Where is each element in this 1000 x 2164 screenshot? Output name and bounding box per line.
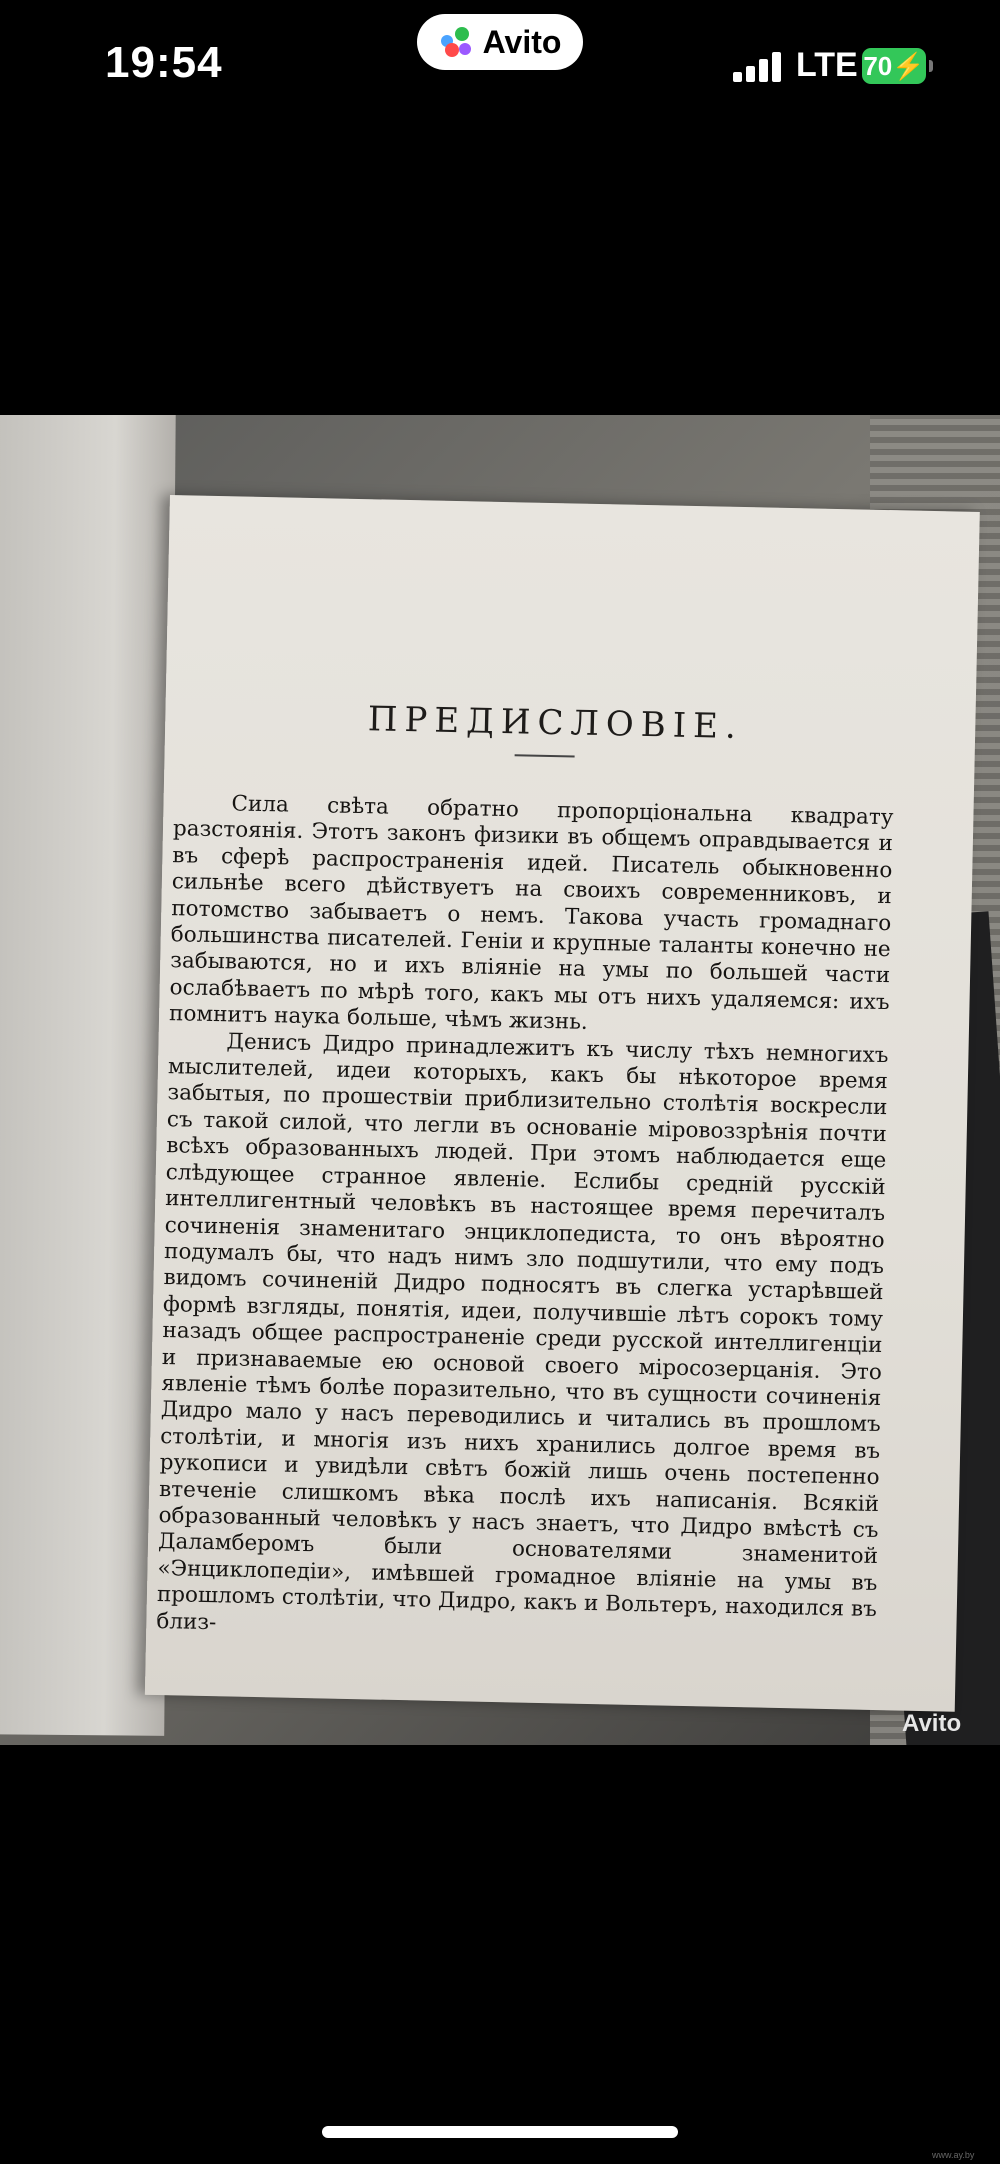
signal-icon [733, 50, 783, 82]
battery-level: 70 [863, 50, 893, 81]
page-body [156, 790, 894, 1650]
app-name: Avito [482, 23, 562, 60]
page-title: ПРЕДИСЛОВІЕ. [367, 699, 744, 748]
book-photo [0, 415, 1000, 1745]
avito-watermark: Avito [902, 1710, 962, 1737]
charging-bolt-icon: ⚡ [892, 50, 925, 81]
network-type: LTE [796, 46, 858, 84]
paragraph: Денисъ Дидро принадлежитъ къ числу тѣхъ немногихъ мыслителей, идеи которыхъ, какъ бы нѣкоторое время забытыя, по прошествіи приблизительно столѣтія воскресли съ такой силой, что легли въ основаніе міровоззрѣнія почти всѣхъ образованныхъ людей. При этомъ наблюдается еще слѣдующее странное явленіе. Еслибы средній русскій интеллигентный человѣкъ въ настоящее время перечиталъ сочиненія знаменитаго энциклопедиста, то онъ вѣроятно подумалъ бы, что надъ нимъ зло подшутили, что ему подъ видомъ сочиненій Дидро подносятъ въ слегка устарѣвшей формѣ взгляды, понятія, идеи, получившіе лѣтъ сорокъ тому назадъ общее распространеніе среди русской интеллигенціи и признаваемые ею основой своего міросозерцанія. Это явленіе тѣмъ болѣе поразительно, что въ сущности сочиненія Дидро мало у насъ переводились и читались въ прошломъ столѣтіи, и многія изъ нихъ хранились долгое время въ рукописи и увидѣли свѣтъ божій лишь очень постепенно втеченіе слишкомъ вѣка послѣ ихъ написанія. Всякій образованный человѣкъ у насъ знаетъ, что Дидро вмѣстѣ съ Даламберомъ были основателями знаменитой «Энциклопедіи», имѣвшей громадное вліяніе на умы въ прошломъ столѣтіи, что Дидро, какъ и Вольтеръ, находился въ близ- [156, 1028, 889, 1635]
book-page [145, 495, 980, 1712]
status-bar [0, 0, 1000, 130]
avito-logo-icon [439, 25, 473, 59]
battery-tip [929, 60, 933, 72]
app-pill[interactable] [417, 14, 583, 70]
home-indicator[interactable] [322, 2126, 678, 2138]
clock: 19:54 [105, 38, 223, 87]
site-mark: www.ay.by [932, 2150, 975, 2160]
paragraph: Сила свѣта обратно пропорціональна квадрату разстоянія. Этотъ законъ физики въ общемъ оправдывается и въ сферѣ распространенія идей. Писатель обыкновенно сильнѣе всего дѣйствуетъ на своихъ современниковъ, и потомство забываетъ о немъ. Такова участь громаднаго большинства писателей. Геніи и крупные таланты конечно не забываются, но и ихъ вліяніе на умы по большей части ослабѣваетъ по мѣрѣ того, какъ мы отъ нихъ удаляемся: ихъ помнитъ наука больше, чѣмъ жизнь. [168, 791, 894, 1036]
title-divider [515, 754, 575, 757]
battery-icon [862, 48, 926, 84]
